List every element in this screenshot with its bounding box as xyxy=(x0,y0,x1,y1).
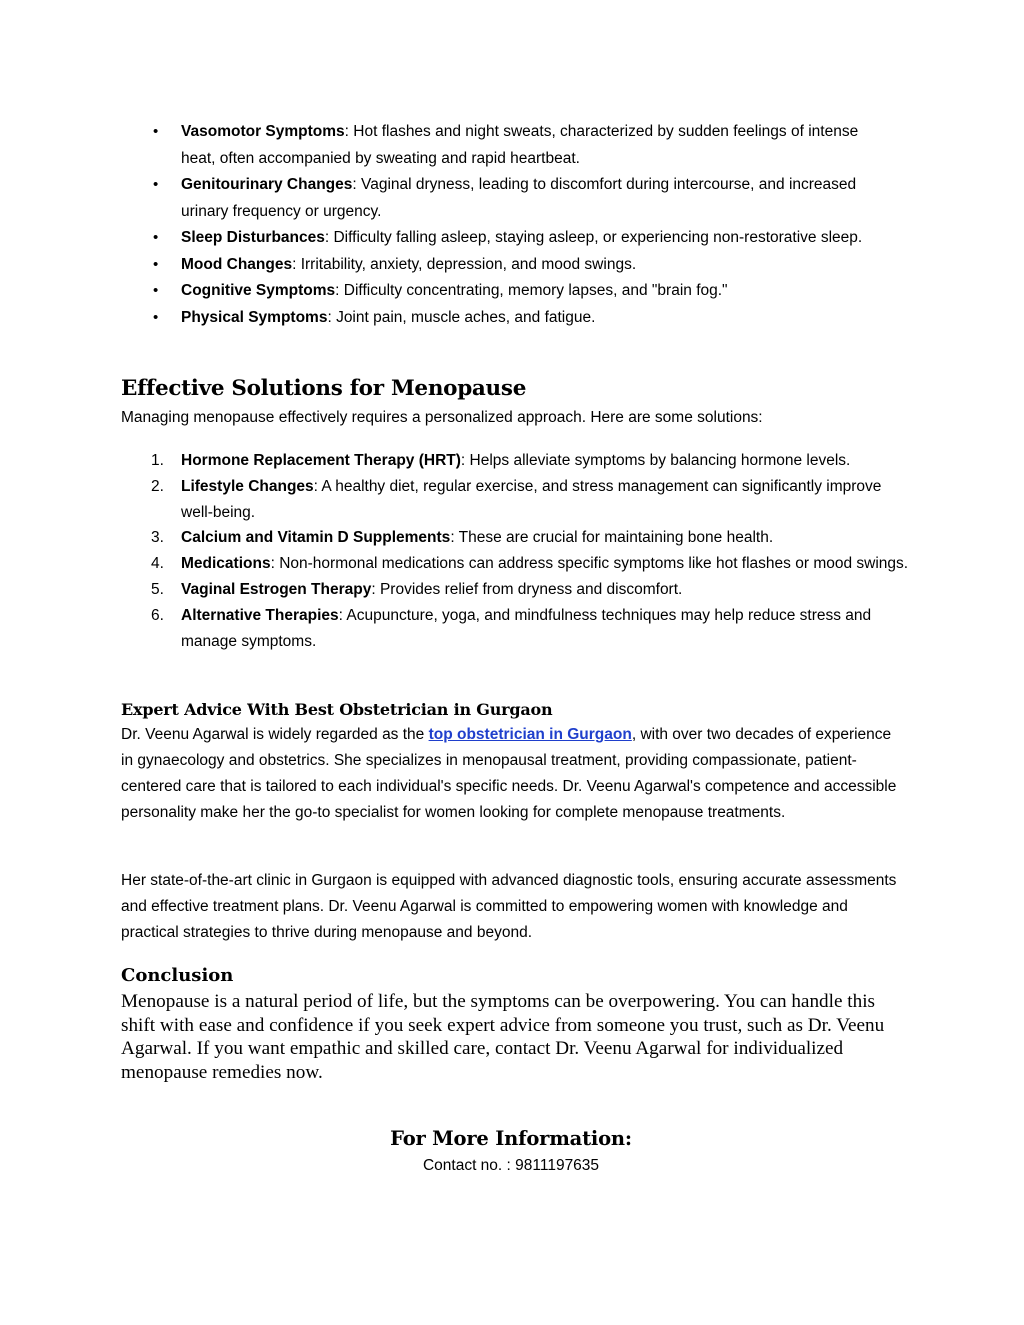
list-item xyxy=(121,474,911,526)
list-item xyxy=(121,305,891,332)
expert-text-after-link: , with over two decades of experience in gynaecology and obstetrics. She specializes in menopausal treatment, providing compassionate, patient-centered care that is tailored to each individual's specific needs. Dr. Veenu Agarwal's competence and accessible personality make her the go-to specialist for women looking for complete menopause treatments. xyxy=(121,726,897,821)
bullet-icon: • xyxy=(153,282,159,299)
solution-description: : Non-hormonal medications can address specific symptoms like hot flashes or mood swings. xyxy=(270,555,909,573)
list-number: 2. xyxy=(151,477,164,495)
contact-number: Contact no. : 9811197635 xyxy=(422,1157,600,1174)
expert-paragraph xyxy=(121,722,901,826)
list-item xyxy=(121,225,891,252)
list-item xyxy=(121,278,891,305)
solution-description: : Helps alleviate symptoms by balancing hormone levels. xyxy=(460,452,851,469)
symptom-term: Mood Changes xyxy=(181,255,293,273)
list-number: 4. xyxy=(151,555,164,573)
conclusion-paragraph: Menopause is a natural period of life, but the symptoms can be overpowering. You can handle this shift with ease and confidence if you seek expert advice from someone you trust, such as Dr. Veenu Agarwal. If you want empathic and skilled care, contact Dr. Veenu Agarwal for individualized menopause remedies now. xyxy=(121,991,885,1083)
list-item xyxy=(121,448,911,474)
bullet-icon: • xyxy=(153,308,159,326)
list-number: 6. xyxy=(151,606,164,624)
bullet-icon: • xyxy=(153,176,159,193)
list-item xyxy=(121,252,891,279)
solutions-list xyxy=(121,448,911,654)
solution-description: : Provides relief from dryness and discomfort. xyxy=(371,580,683,598)
conclusion-heading: Conclusion xyxy=(121,965,234,986)
more-info-heading: For More Information: xyxy=(390,1127,632,1150)
list-item xyxy=(121,551,911,577)
symptom-term: Genitourinary Changes xyxy=(181,176,353,193)
list-number: 3. xyxy=(151,529,164,547)
symptom-description: : Difficulty falling asleep, staying asleep, or experiencing non-restorative sleep. xyxy=(324,229,863,246)
list-item xyxy=(121,172,891,225)
solution-term: Vaginal Estrogen Therapy xyxy=(181,580,372,598)
bullet-icon: • xyxy=(153,123,159,140)
symptom-term: Vasomotor Symptoms xyxy=(181,123,345,140)
solutions-heading: Effective Solutions for Menopause xyxy=(121,376,527,401)
solution-term: Hormone Replacement Therapy (HRT) xyxy=(181,452,461,469)
bullet-icon: • xyxy=(153,255,159,273)
obstetrician-link[interactable]: top obstetrician in Gurgaon xyxy=(428,726,632,743)
symptom-term: Physical Symptoms xyxy=(181,308,328,326)
solutions-intro: Managing menopause effectively requires a personalized approach. Here are some solutions: xyxy=(121,409,763,426)
symptom-term: Sleep Disturbances xyxy=(181,229,325,246)
list-item xyxy=(121,577,911,603)
bullet-icon: • xyxy=(153,229,159,246)
solution-description: : Acupuncture, yoga, and mindfulness techniques may help reduce stress and manage symptoms. xyxy=(181,606,872,650)
symptom-description: : Joint pain, muscle aches, and fatigue. xyxy=(327,308,596,326)
list-item xyxy=(121,525,911,551)
expert-text-before-link: Dr. Veenu Agarwal is widely regarded as the xyxy=(121,726,429,743)
symptom-description: : Hot flashes and night sweats, characterized by sudden feelings of intense heat, often accompanied by sweating and rapid heartbeat. xyxy=(181,123,859,167)
symptom-description: : Difficulty concentrating, memory lapses, and "brain fog." xyxy=(335,282,728,299)
solution-description: : These are crucial for maintaining bone health. xyxy=(450,529,774,547)
symptoms-list xyxy=(121,119,891,331)
solution-term: Calcium and Vitamin D Supplements xyxy=(181,529,451,547)
expert-heading: Expert Advice With Best Obstetrician in Gurgaon xyxy=(121,700,553,719)
clinic-paragraph: Her state-of-the-art clinic in Gurgaon is equipped with advanced diagnostic tools, ensuring accurate assessments and effective treatment plans. Dr. Veenu Agarwal is committed to empowering women with knowledge and practical strategies to thrive during menopause and beyond. xyxy=(121,872,897,941)
solution-term: Medications xyxy=(181,555,271,573)
list-item xyxy=(121,603,911,655)
symptom-term: Cognitive Symptoms xyxy=(181,282,336,299)
list-number: 5. xyxy=(151,580,164,598)
solution-term: Lifestyle Changes xyxy=(181,477,314,495)
symptom-description: : Vaginal dryness, leading to discomfort during intercourse, and increased urinary frequency or urgency. xyxy=(181,176,857,220)
list-number: 1. xyxy=(151,452,164,469)
solution-term: Alternative Therapies xyxy=(181,606,339,624)
solution-description: : A healthy diet, regular exercise, and stress management can significantly improve well-being. xyxy=(181,477,882,521)
list-item xyxy=(121,119,891,172)
symptom-description: : Irritability, anxiety, depression, and mood swings. xyxy=(292,255,637,273)
